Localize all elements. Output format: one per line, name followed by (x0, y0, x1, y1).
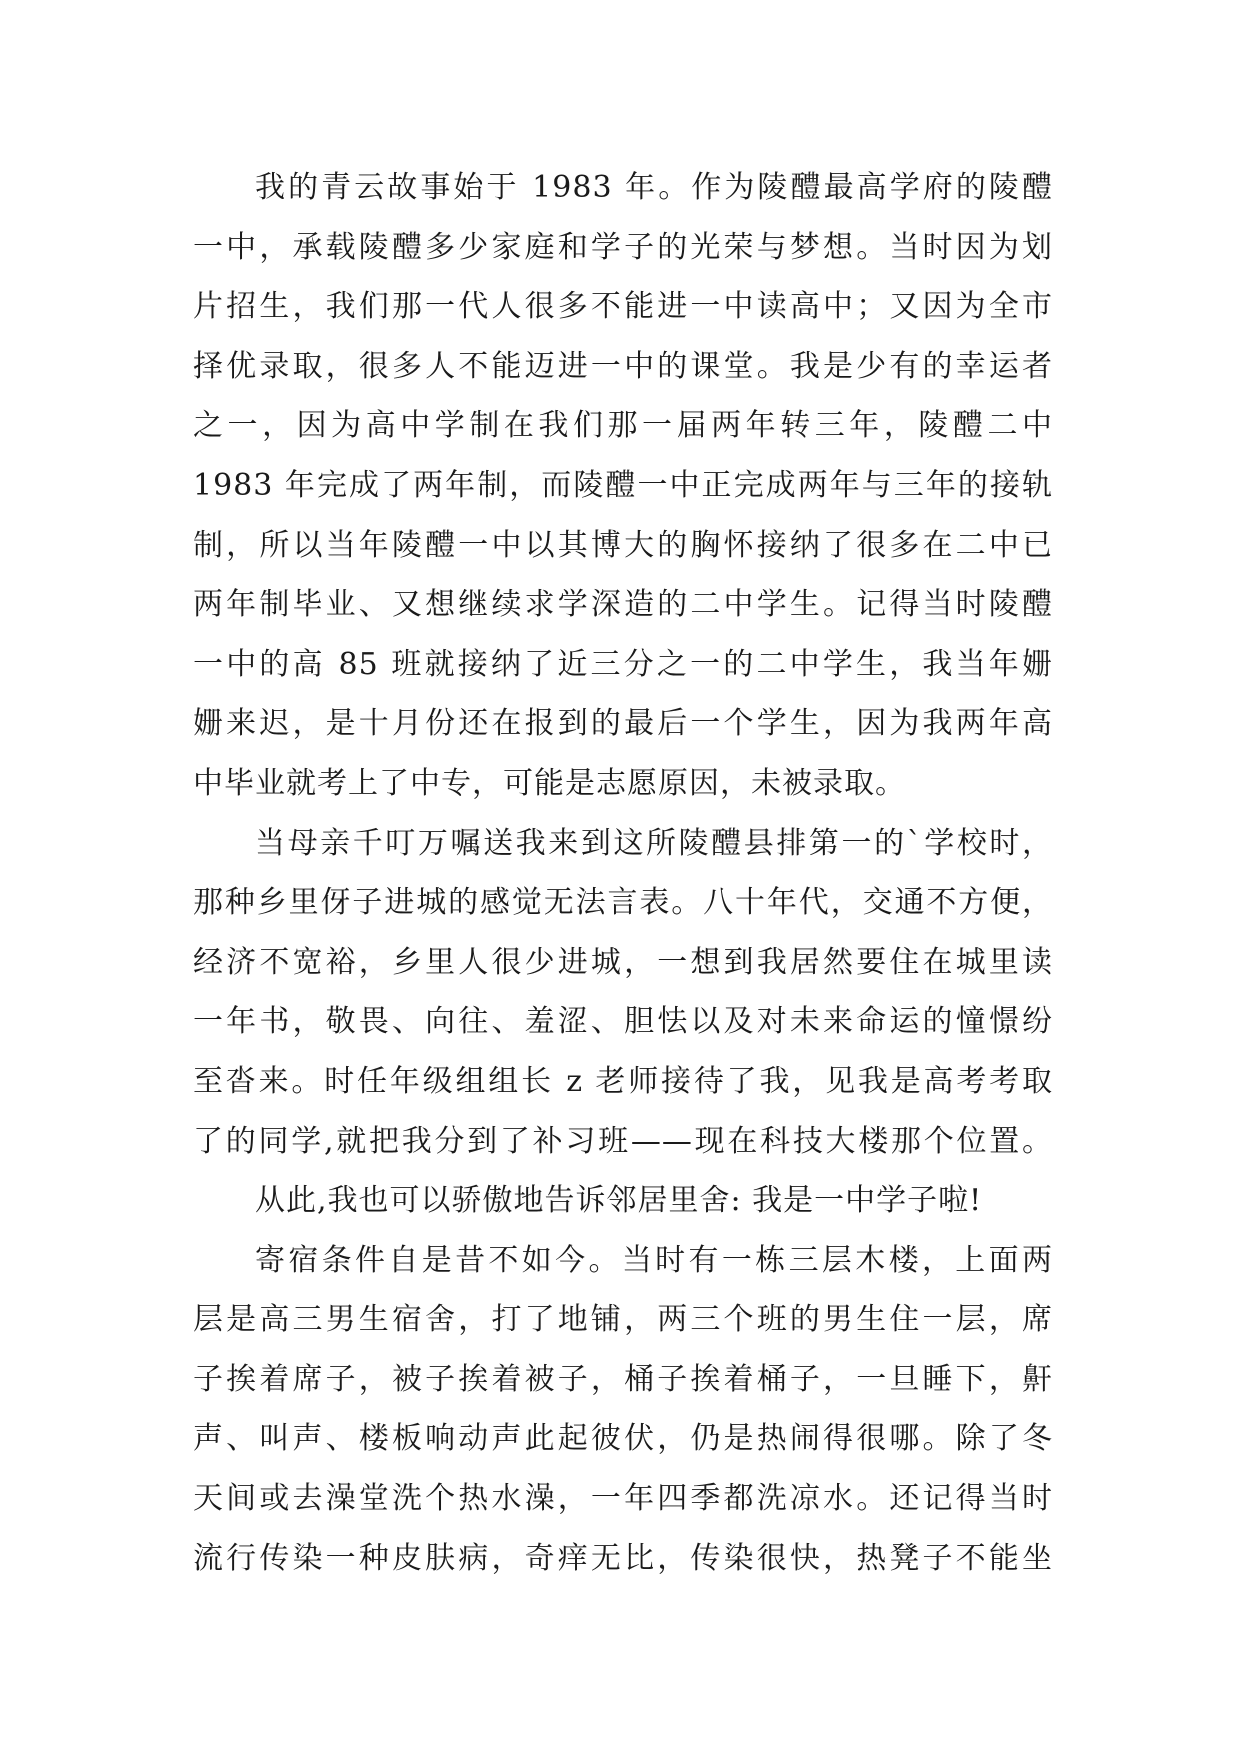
text-line: 姗来迟，是十月份还在报到的最后一个学生，因为我两年高 (193, 706, 1053, 742)
text-line: 声、叫声、楼板响动声此起彼伏，仍是热闹得很哪。除了冬 (193, 1421, 1053, 1457)
text-line: 从此,我也可以骄傲地告诉邻居里舍: 我是一中学子啦! (255, 1183, 983, 1219)
text-line: 子挨着席子，被子挨着被子，桶子挨着桶子，一旦睡下，鼾 (193, 1361, 1053, 1397)
text-line: 两年制毕业、又想继续求学深造的二中学生。记得当时陵醴 (193, 587, 1053, 623)
text-line: 至沓来。时任年级组组长 z 老师接待了我，见我是高考考取 (193, 1063, 1053, 1099)
text-line: 制，所以当年陵醴一中以其博大的胸怀接纳了很多在二中已 (193, 527, 1053, 563)
text-line: 之一，因为高中学制在我们那一届两年转三年，陵醴二中 (193, 408, 1053, 444)
text-line: 一年书，敬畏、向往、羞涩、胆怯以及对未来命运的憧憬纷 (193, 1004, 1053, 1040)
text-line: 片招生，我们那一代人很多不能进一中读高中；又因为全市 (193, 289, 1053, 325)
text-line: 经济不宽裕，乡里人很少进城，一想到我居然要住在城里读 (193, 944, 1053, 980)
body-text (193, 158, 1053, 1588)
text-line: 寄宿条件自是昔不如今。当时有一栋三层木楼，上面两 (255, 1242, 1053, 1278)
text-line: 一中，承载陵醴多少家庭和学子的光荣与梦想。当时因为划 (193, 229, 1053, 265)
text-line: 1983 年完成了两年制，而陵醴一中正完成两年与三年的接轨 (193, 467, 1053, 503)
text-line: 天间或去澡堂洗个热水澡，一年四季都洗凉水。还记得当时 (193, 1481, 1053, 1517)
text-line: 当母亲千叮万嘱送我来到这所陵醴县排第一的`学校时， (255, 825, 1053, 861)
text-line: 我的青云故事始于 1983 年。作为陵醴最高学府的陵醴 (255, 170, 1053, 205)
text-line: 了的同学,就把我分到了补习班——现在科技大楼那个位置。 (193, 1123, 1053, 1159)
text-line: 择优录取，很多人不能迈进一中的课堂。我是少有的幸运者 (193, 348, 1053, 384)
text-line: 流行传染一种皮肤病，奇痒无比，传染很快，热凳子不能坐 (193, 1540, 1053, 1576)
text-line: 中毕业就考上了中专，可能是志愿原因，未被录取。 (193, 765, 906, 801)
text-line: 层是高三男生宿舍，打了地铺，两三个班的男生住一层，席 (193, 1302, 1053, 1338)
text-line: 那种乡里伢子进城的感觉无法言表。八十年代，交通不方便， (193, 885, 1053, 921)
text-line: 一中的高 85 班就接纳了近三分之一的二中学生，我当年姗 (193, 646, 1053, 682)
